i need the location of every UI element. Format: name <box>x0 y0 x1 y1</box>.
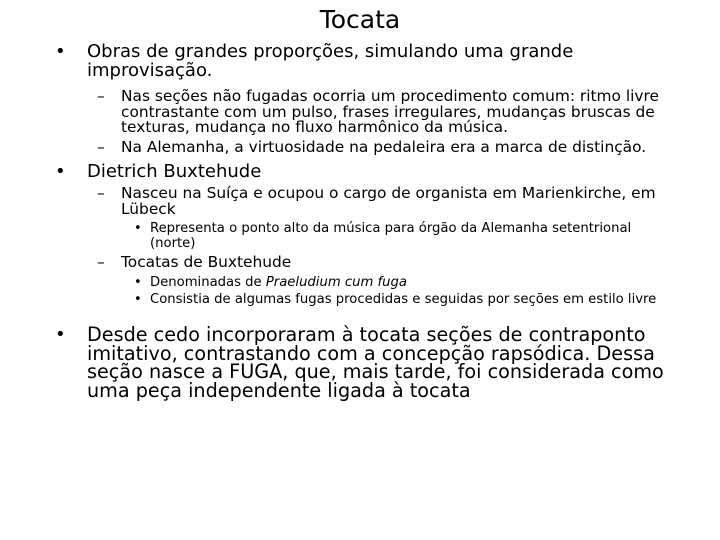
subbullet-text: Nasceu na Suíça e ocupou o cargo de organista em Marienkirche, em Lübeck <box>121 184 656 218</box>
dash-marker: – <box>97 138 105 156</box>
bullet-item-buxtehude <box>57 162 657 181</box>
subbullet-text: Nas seções não fugadas ocorria um procedimento comum: ritmo livre contrastante com um pulso, frases irregulares, mudanças bruscas de texturas, mudança no fluxo harmônico da música. <box>121 87 659 136</box>
subsubbullet-text: Consistia de algumas fugas procedidas e seguidas por seções em estilo livre <box>150 292 657 307</box>
subsubbullet-item-representa <box>134 222 674 251</box>
bullet-item-obras <box>57 42 657 80</box>
subsubbullet-item-denominadas <box>134 276 674 291</box>
subsubbullet-text: Representa o ponto alto da música para órgão da Alemanha setentrional (norte) <box>150 221 632 251</box>
bullet-marker: • <box>134 275 142 290</box>
denominadas-prefix: Denominadas de <box>150 275 266 290</box>
bullet-marker: • <box>134 221 142 236</box>
dash-marker: – <box>97 184 105 202</box>
bullet-marker: • <box>134 292 142 307</box>
dash-marker: – <box>97 87 105 105</box>
slide-title: Tocata <box>319 5 401 34</box>
subbullet-item-secoes <box>97 89 677 136</box>
bullet-text: Dietrich Buxtehude <box>87 161 262 182</box>
subbullet-item-tocatas <box>97 255 677 271</box>
bullet-marker: • <box>55 324 66 345</box>
bullet-marker: • <box>55 161 66 182</box>
dash-marker: – <box>97 253 105 271</box>
bullet-text: Obras de grandes proporções, simulando uma grande improvisação. <box>87 41 574 81</box>
bullet-text: Desde cedo incorporaram à tocata seções de contraponto imitativo, contrastando com a concepção rapsódica. Dessa seção nasce a FUGA, que, mais tarde, foi considerada como uma peça independente ligada à tocata <box>87 323 664 402</box>
subbullet-text: Tocatas de Buxtehude <box>121 253 292 271</box>
bullet-marker: • <box>55 41 66 62</box>
bullet-item-desde-cedo <box>55 323 667 402</box>
subsubbullet-text <box>150 276 674 291</box>
subbullet-item-alemanha <box>97 140 677 156</box>
subbullet-text: Na Alemanha, a virtuosidade na pedaleira era a marca de distinção. <box>121 138 647 156</box>
subbullet-item-nasceu <box>97 186 677 217</box>
subsubbullet-item-consistia <box>134 293 674 308</box>
denominadas-title-italic: Praeludium cum fuga <box>265 275 407 290</box>
